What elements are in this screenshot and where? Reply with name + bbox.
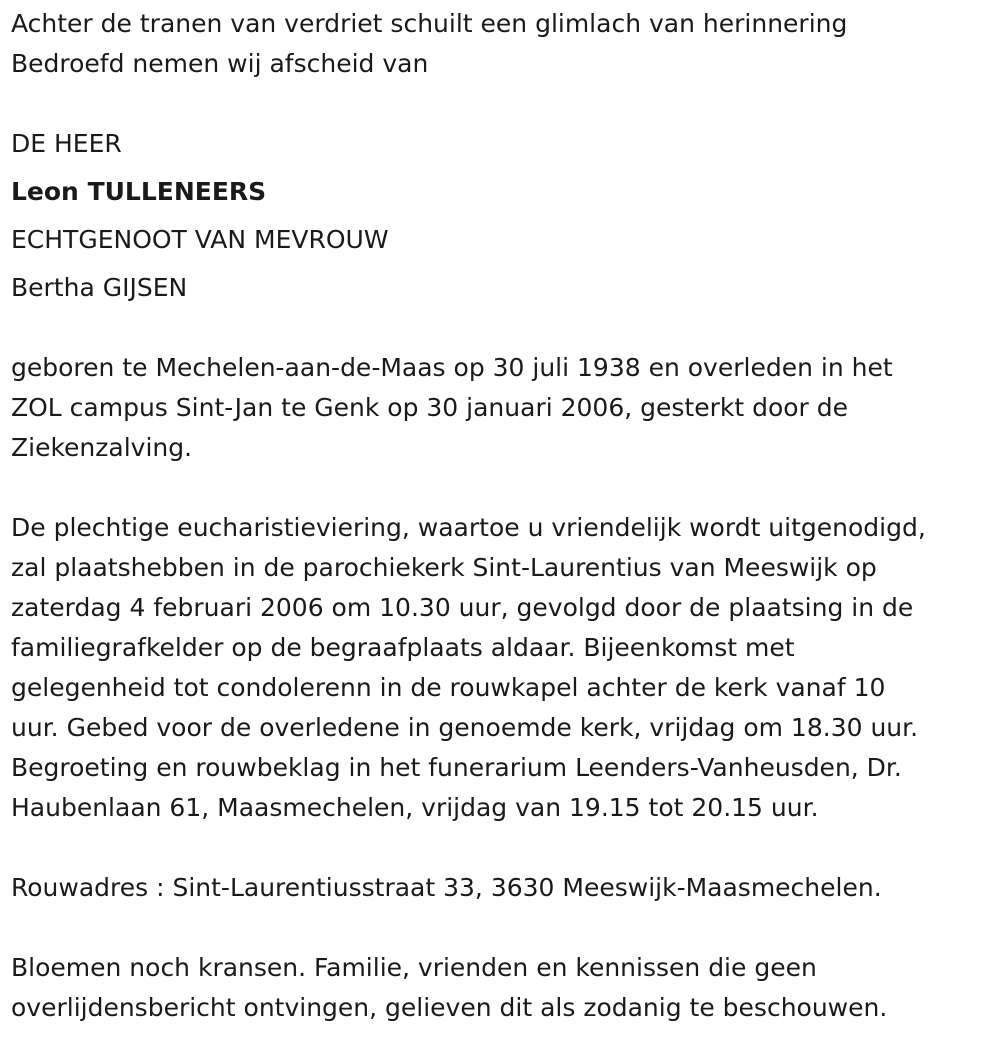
intro-farewell: Bedroefd nemen wij afscheid van — [11, 49, 429, 78]
deceased-name: Leon TULLENEERS — [11, 177, 267, 206]
intro-quote: Achter de tranen van verdriet schuilt een glimlach van herinnering — [11, 9, 848, 38]
address-paragraph — [11, 868, 991, 908]
ceremony-paragraph — [11, 508, 991, 828]
paragraph-line: De plechtige eucharistieviering, waartoe u vriendelijk wordt uitgenodigd, — [11, 513, 926, 542]
paragraph-line: Begroeting en rouwbeklag in het funerarium Leenders-Vanheusden, Dr. — [11, 753, 902, 782]
paragraph-line: gelegenheid tot condolerenn in de rouwkapel achter de kerk vanaf 10 — [11, 673, 886, 702]
paragraph-line: geboren te Mechelen-aan-de-Maas op 30 juli 1938 en overleden in het — [11, 353, 893, 382]
deceased-section — [11, 124, 991, 308]
paragraph-line: zal plaatshebben in de parochiekerk Sint-Laurentius van Meeswijk op — [11, 553, 877, 582]
paragraph-line: overlijdensbericht ontvingen, gelieven dit als zodanig te beschouwen. — [11, 993, 888, 1022]
relation: ECHTGENOOT VAN MEVROUW — [11, 225, 389, 254]
paragraph-line: zaterdag 4 februari 2006 om 10.30 uur, gevolgd door de plaatsing in de — [11, 593, 914, 622]
paragraph-line: ZOL campus Sint-Jan te Genk op 30 januari 2006, gesterkt door de — [11, 393, 849, 422]
spouse-name: Bertha GIJSEN — [11, 273, 188, 302]
paragraph-line: uur. Gebed voor de overledene in genoemde kerk, vrijdag om 18.30 uur. — [11, 713, 919, 742]
paragraph-line: Ziekenzalving. — [11, 433, 193, 462]
paragraph-line: familiegrafkelder op de begraafplaats aldaar. Bijeenkomst met — [11, 633, 795, 662]
mourning-address: Rouwadres : Sint-Laurentiusstraat 33, 3630 Meeswijk-Maasmechelen. — [11, 873, 882, 902]
birth-death-paragraph — [11, 348, 991, 468]
paragraph-line: Haubenlaan 61, Maasmechelen, vrijdag van 19.15 tot 20.15 uur. — [11, 793, 819, 822]
salutation: DE HEER — [11, 129, 122, 158]
paragraph-line: Bloemen noch kransen. Familie, vrienden en kennissen die geen — [11, 953, 817, 982]
closing-paragraph — [11, 948, 991, 1028]
intro-section — [11, 4, 991, 84]
